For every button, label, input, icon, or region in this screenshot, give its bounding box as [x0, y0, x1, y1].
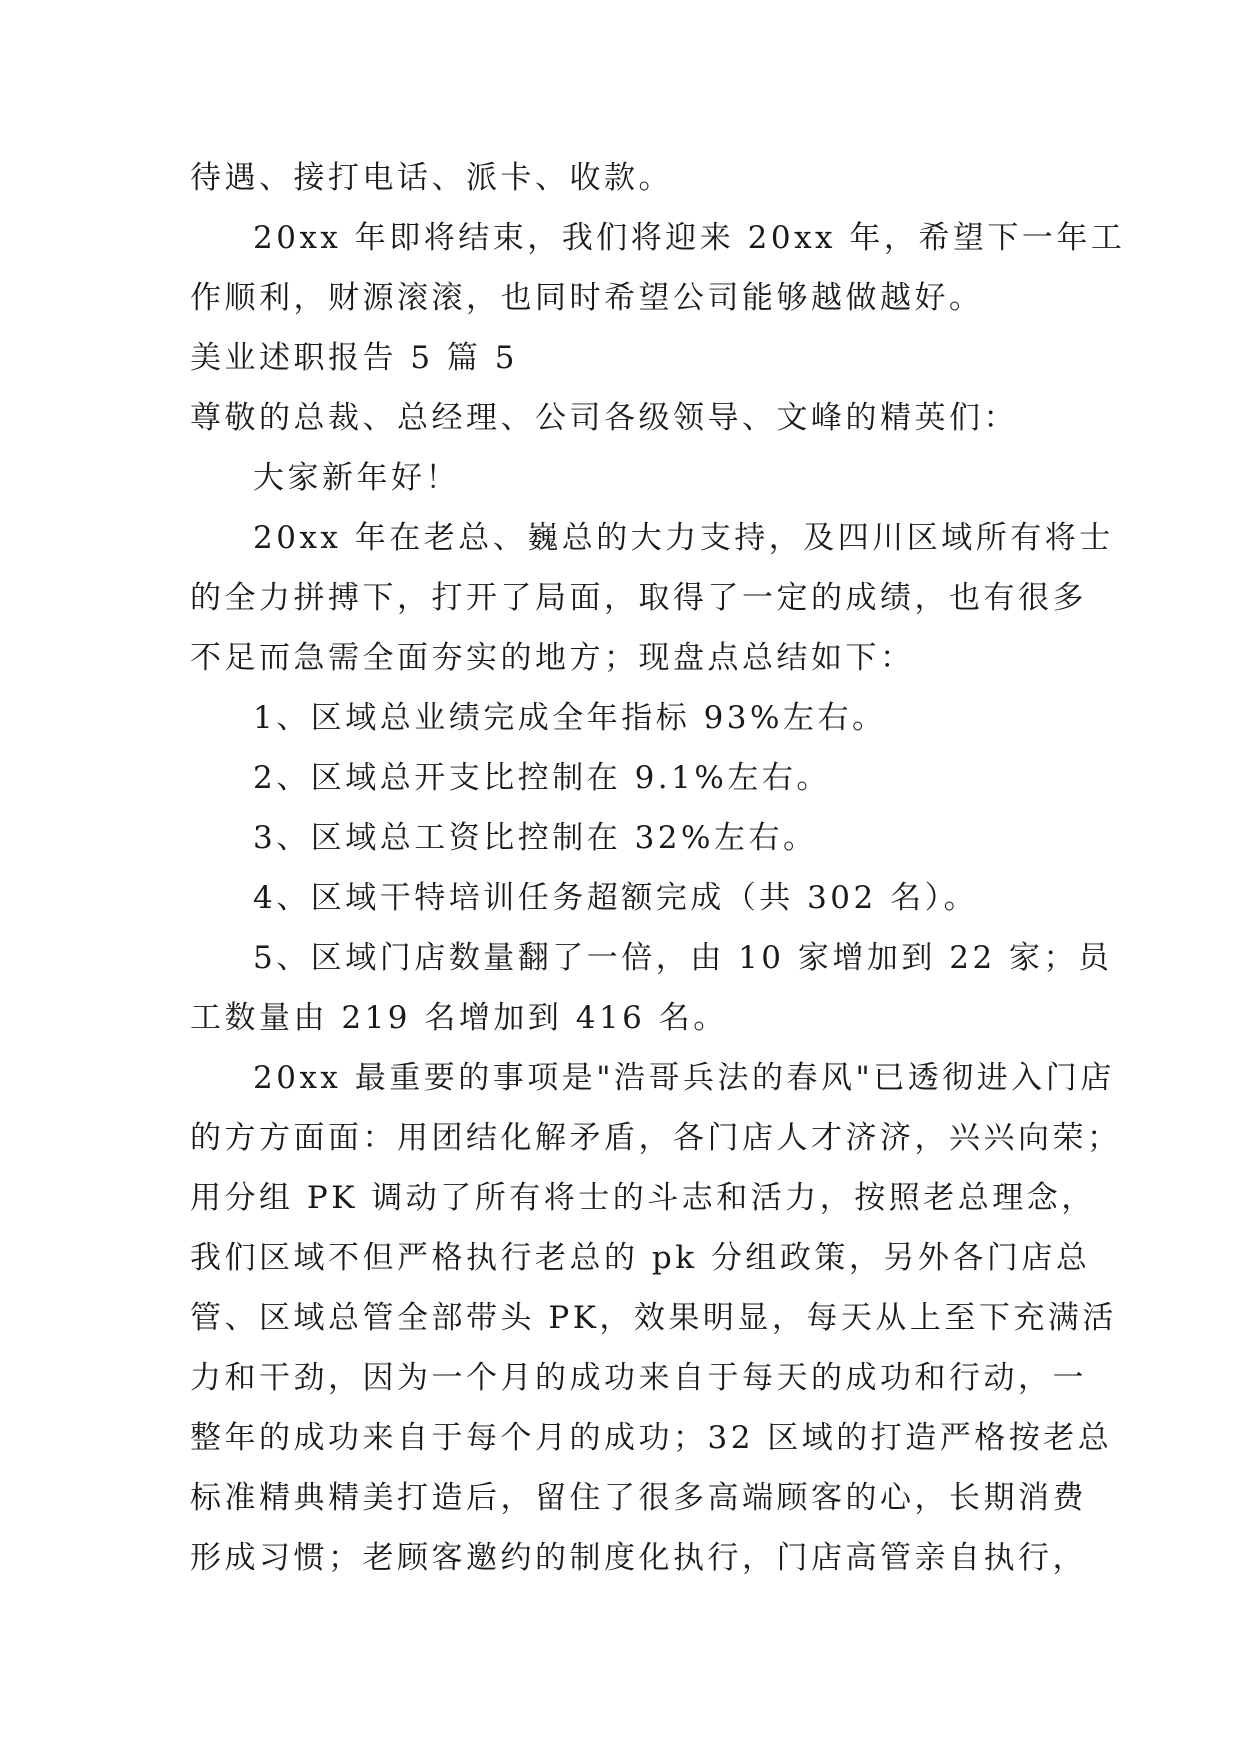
- text-line: 工数量由 219 名增加到 416 名。: [190, 1000, 728, 1036]
- list-item: 1、区域总业绩完成全年指标 93%左右。: [253, 700, 887, 736]
- text-line: 用分组 PK 调动了所有将士的斗志和活力，按照老总理念，: [190, 1180, 1096, 1216]
- text-line: 形成习惯；老顾客邀约的制度化执行，门店高管亲自执行，: [190, 1540, 1087, 1576]
- list-item: 2、区域总开支比控制在 9.1%左右。: [253, 760, 831, 796]
- text-line: 整年的成功来自于每个月的成功；32 区域的打造严格按老总: [190, 1420, 1113, 1456]
- greeting: 大家新年好！: [253, 460, 460, 496]
- text-line: 标准精典精美打造后，留住了很多高端顾客的心，长期消费: [190, 1480, 1087, 1516]
- list-item: 3、区域总工资比控制在 32%左右。: [253, 820, 818, 856]
- text-line: 待遇、接打电话、派卡、收款。: [190, 160, 673, 196]
- text-line: 的全力拼搏下，打开了局面，取得了一定的成绩，也有很多: [190, 580, 1087, 616]
- text-line: 20xx 年在老总、巍总的大力支持，及四川区域所有将士: [253, 520, 1114, 556]
- text-line: 的方方面面：用团结化解矛盾，各门店人才济济，兴兴向荣；: [190, 1120, 1122, 1156]
- text-line: 我们区域不但严格执行老总的 pk 分组政策，另外各门店总: [190, 1240, 1091, 1276]
- text-line: 不足而急需全面夯实的地方；现盘点总结如下：: [190, 640, 915, 676]
- text-line: 作顺利，财源滚滚，也同时希望公司能够越做越好。: [190, 280, 984, 316]
- list-item: 4、区域干特培训任务超额完成（共 302 名）。: [253, 880, 979, 916]
- text-line: 管、区域总管全部带头 PK，效果明显，每天从上至下充满活: [190, 1300, 1117, 1336]
- salutation: 尊敬的总裁、总经理、公司各级领导、文峰的精英们：: [190, 400, 1018, 436]
- section-title: 美业述职报告 5 篇 5: [190, 340, 519, 376]
- list-item: 5、区域门店数量翻了一倍，由 10 家增加到 22 家；员: [253, 940, 1113, 976]
- text-line: 力和干劲，因为一个月的成功来自于每天的成功和行动，一: [190, 1360, 1087, 1396]
- text-line: 20xx 最重要的事项是"浩哥兵法的春风"已透彻进入门店: [253, 1060, 1115, 1096]
- text-line: 20xx 年即将结束，我们将迎来 20xx 年，希望下一年工: [253, 220, 1126, 256]
